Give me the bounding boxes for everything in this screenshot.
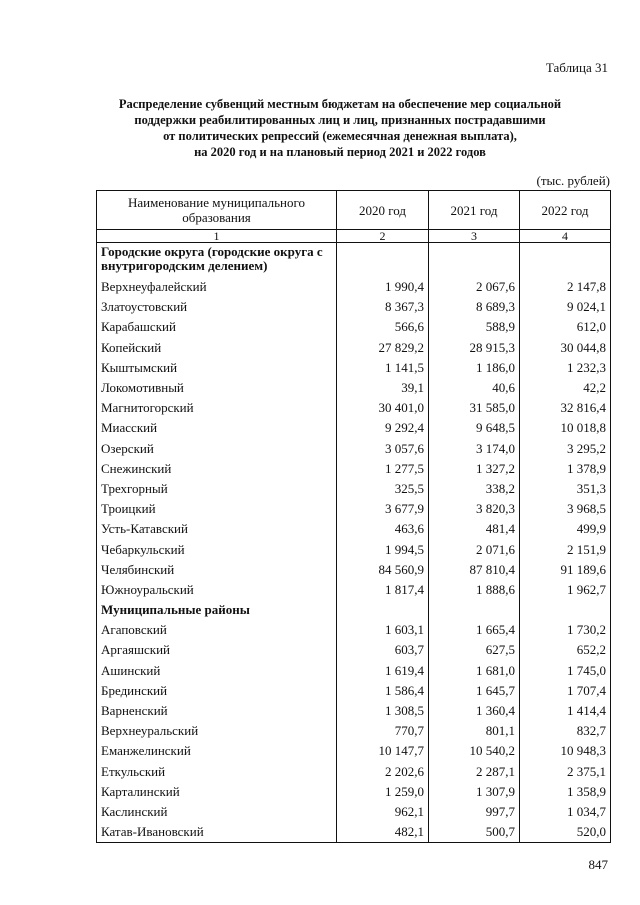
value-2022: 1 378,9 (520, 459, 611, 479)
value-2022: 3 295,2 (520, 439, 611, 459)
municipality-name: Верхнеуральский (97, 721, 337, 741)
municipality-name: Усть-Катавский (97, 519, 337, 539)
municipality-name: Еткульский (97, 762, 337, 782)
municipality-name: Кыштымский (97, 358, 337, 378)
value-2021: 1 360,4 (429, 701, 520, 721)
value-2020: 1 586,4 (337, 681, 429, 701)
value-2022: 351,3 (520, 479, 611, 499)
value-2022: 612,0 (520, 317, 611, 337)
value-2022: 520,0 (520, 822, 611, 843)
value-2022: 1 730,2 (520, 620, 611, 640)
empty-cell (429, 600, 520, 620)
table-label: Таблица 31 (545, 60, 608, 75)
table-row (97, 398, 611, 418)
municipality-name: Златоустовский (97, 297, 337, 317)
table-row (97, 358, 611, 378)
section-row (97, 243, 611, 278)
value-2020: 1 141,5 (337, 358, 429, 378)
value-2022: 3 968,5 (520, 499, 611, 519)
title-line: поддержки реабилитированных лиц и лиц, признанных пострадавшими (134, 113, 546, 127)
value-2020: 3 057,6 (337, 439, 429, 459)
value-2022: 1 034,7 (520, 802, 611, 822)
title-line: Распределение субвенций местным бюджетам на обеспечение мер социальной (118, 97, 562, 111)
value-2020: 9 292,4 (337, 418, 429, 438)
value-2021: 1 327,2 (429, 459, 520, 479)
value-2022: 832,7 (520, 721, 611, 741)
municipality-name: Трехгорный (97, 479, 337, 499)
value-2020: 30 401,0 (337, 398, 429, 418)
table-row (97, 479, 611, 499)
header-2022: 2022 год (520, 191, 611, 230)
value-2020: 1 994,5 (337, 539, 429, 559)
municipality-name: Южноуральский (97, 580, 337, 600)
value-2022: 1 745,0 (520, 661, 611, 681)
value-2020: 1 603,1 (337, 620, 429, 640)
value-2020: 10 147,7 (337, 741, 429, 761)
municipality-name: Варненский (97, 701, 337, 721)
value-2021: 801,1 (429, 721, 520, 741)
value-2020: 3 677,9 (337, 499, 429, 519)
table-row (97, 802, 611, 822)
value-2020: 2 202,6 (337, 762, 429, 782)
value-2021: 1 645,7 (429, 681, 520, 701)
document-title (80, 96, 600, 160)
value-2021: 2 287,1 (429, 762, 520, 782)
municipality-name: Катав-Ивановский (97, 822, 337, 843)
table-row (97, 721, 611, 741)
municipality-name: Каслинский (97, 802, 337, 822)
value-2022: 2 375,1 (520, 762, 611, 782)
table-row (97, 418, 611, 438)
value-2021: 87 810,4 (429, 560, 520, 580)
value-2020: 325,5 (337, 479, 429, 499)
value-2021: 3 820,3 (429, 499, 520, 519)
table-row (97, 378, 611, 398)
value-2020: 1 259,0 (337, 782, 429, 802)
value-2022: 499,9 (520, 519, 611, 539)
empty-cell (337, 243, 429, 278)
value-2022: 10 018,8 (520, 418, 611, 438)
value-2020: 84 560,9 (337, 560, 429, 580)
value-2022: 91 189,6 (520, 560, 611, 580)
table-body (97, 243, 611, 843)
table-row (97, 822, 611, 843)
municipality-name: Еманжелинский (97, 741, 337, 761)
title-line: от политических репрессий (ежемесячная денежная выплата), (163, 129, 517, 143)
municipality-name: Карталинский (97, 782, 337, 802)
value-2021: 1 307,9 (429, 782, 520, 802)
table-row (97, 459, 611, 479)
header-num-1: 1 (97, 230, 337, 243)
table-row (97, 317, 611, 337)
value-2020: 1 277,5 (337, 459, 429, 479)
municipality-name: Карабашский (97, 317, 337, 337)
value-2021: 627,5 (429, 640, 520, 660)
value-2020: 8 367,3 (337, 297, 429, 317)
municipality-name: Ашинский (97, 661, 337, 681)
table-row (97, 439, 611, 459)
municipality-name: Агаповский (97, 620, 337, 640)
municipality-name: Чебаркульский (97, 539, 337, 559)
table-row (97, 782, 611, 802)
header-num-3: 3 (429, 230, 520, 243)
value-2020: 962,1 (337, 802, 429, 822)
municipality-name: Брединский (97, 681, 337, 701)
value-2021: 588,9 (429, 317, 520, 337)
table-row (97, 741, 611, 761)
value-2021: 8 689,3 (429, 297, 520, 317)
value-2020: 1 619,4 (337, 661, 429, 681)
value-2020: 27 829,2 (337, 338, 429, 358)
value-2021: 481,4 (429, 519, 520, 539)
value-2021: 28 915,3 (429, 338, 520, 358)
title-line: на 2020 год и на плановый период 2021 и 2022 годов (194, 145, 486, 159)
table-row (97, 297, 611, 317)
table-row (97, 620, 611, 640)
table-row (97, 701, 611, 721)
value-2021: 1 681,0 (429, 661, 520, 681)
table-row (97, 277, 611, 297)
header-num-4: 4 (520, 230, 611, 243)
header-2021: 2021 год (429, 191, 520, 230)
table-row (97, 519, 611, 539)
empty-cell (337, 600, 429, 620)
value-2022: 9 024,1 (520, 297, 611, 317)
value-2022: 10 948,3 (520, 741, 611, 761)
value-2021: 2 071,6 (429, 539, 520, 559)
value-2022: 1 707,4 (520, 681, 611, 701)
value-2021: 1 888,6 (429, 580, 520, 600)
table-row (97, 640, 611, 660)
value-2020: 603,7 (337, 640, 429, 660)
value-2020: 566,6 (337, 317, 429, 337)
value-2020: 1 308,5 (337, 701, 429, 721)
table-row (97, 580, 611, 600)
value-2020: 770,7 (337, 721, 429, 741)
page-number: 847 (588, 857, 608, 872)
section-title: Городские округа (городские округа с внутригородским делением) (97, 243, 337, 278)
value-2022: 652,2 (520, 640, 611, 660)
value-2021: 338,2 (429, 479, 520, 499)
section-title: Муниципальные районы (97, 600, 337, 620)
value-2021: 2 067,6 (429, 277, 520, 297)
value-2020: 463,6 (337, 519, 429, 539)
section-row (97, 600, 611, 620)
table-row (97, 661, 611, 681)
municipality-name: Локомотивный (97, 378, 337, 398)
value-2020: 482,1 (337, 822, 429, 843)
value-2021: 500,7 (429, 822, 520, 843)
value-2022: 1 232,3 (520, 358, 611, 378)
municipality-name: Копейский (97, 338, 337, 358)
value-2022: 30 044,8 (520, 338, 611, 358)
table-row (97, 681, 611, 701)
value-2021: 997,7 (429, 802, 520, 822)
value-2022: 42,2 (520, 378, 611, 398)
table-row (97, 499, 611, 519)
municipality-name: Озерский (97, 439, 337, 459)
empty-cell (429, 243, 520, 278)
value-2021: 9 648,5 (429, 418, 520, 438)
value-2021: 10 540,2 (429, 741, 520, 761)
table-row (97, 762, 611, 782)
value-2022: 32 816,4 (520, 398, 611, 418)
table-row (97, 560, 611, 580)
value-2022: 1 358,9 (520, 782, 611, 802)
value-2020: 39,1 (337, 378, 429, 398)
value-2022: 1 962,7 (520, 580, 611, 600)
value-2021: 1 665,4 (429, 620, 520, 640)
municipality-name: Миасский (97, 418, 337, 438)
value-2021: 1 186,0 (429, 358, 520, 378)
table-row (97, 539, 611, 559)
table-row (97, 338, 611, 358)
municipality-name: Магнитогорский (97, 398, 337, 418)
empty-cell (520, 243, 611, 278)
value-2021: 31 585,0 (429, 398, 520, 418)
table-header (97, 191, 611, 243)
value-2022: 1 414,4 (520, 701, 611, 721)
value-2022: 2 147,8 (520, 277, 611, 297)
empty-cell (520, 600, 611, 620)
value-2022: 2 151,9 (520, 539, 611, 559)
municipality-name: Аргаяшский (97, 640, 337, 660)
municipality-name: Верхнеуфалейский (97, 277, 337, 297)
municipality-name: Челябинский (97, 560, 337, 580)
header-2020: 2020 год (337, 191, 429, 230)
value-2020: 1 990,4 (337, 277, 429, 297)
value-2021: 40,6 (429, 378, 520, 398)
value-2020: 1 817,4 (337, 580, 429, 600)
municipality-name: Троицкий (97, 499, 337, 519)
header-num-2: 2 (337, 230, 429, 243)
header-municipality: Наименование муниципального образования (97, 191, 337, 230)
subvention-table (96, 190, 611, 843)
units-label: (тыс. рублей) (536, 173, 610, 188)
value-2021: 3 174,0 (429, 439, 520, 459)
municipality-name: Снежинский (97, 459, 337, 479)
